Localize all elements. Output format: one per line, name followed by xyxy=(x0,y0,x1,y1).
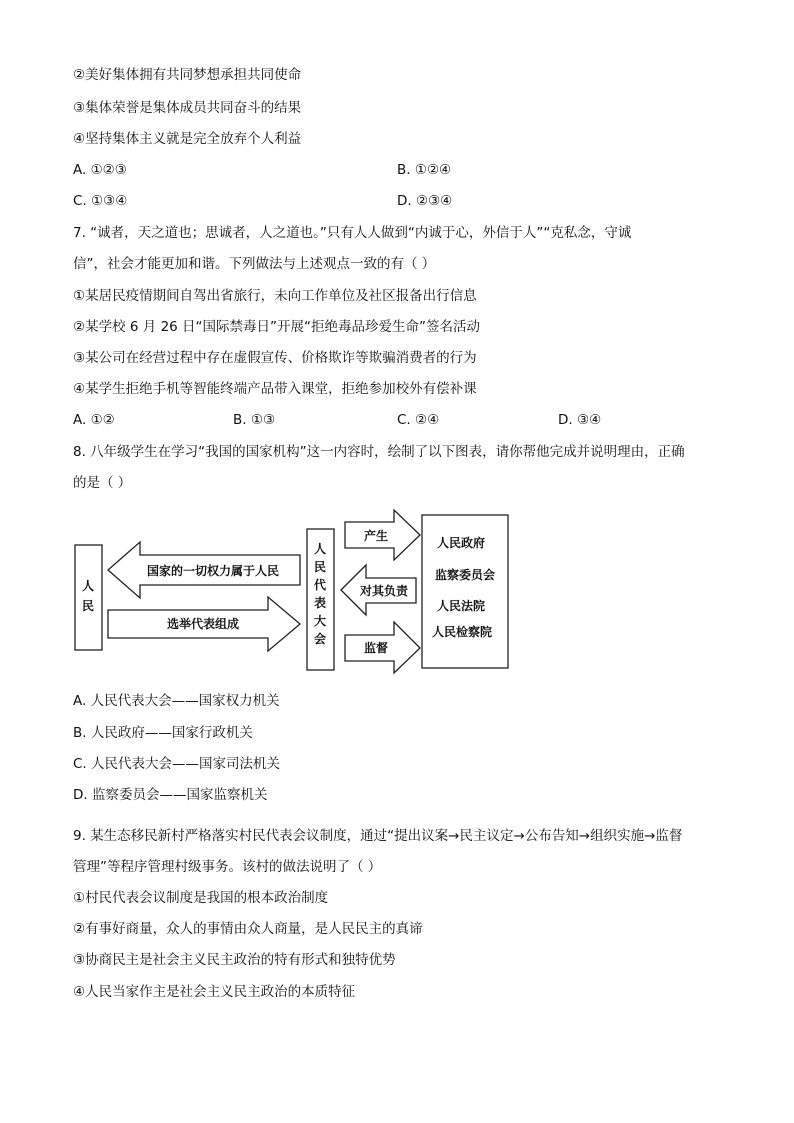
q8-option-a: A. 人民代表大会——国家权力机关 xyxy=(73,693,280,709)
produce-label: 产生 xyxy=(363,529,389,543)
q7-item-2: ②某学校 6 月 26 日“国际禁毒日”开展“拒绝毒品珍爱生命”签名活动 xyxy=(73,319,481,335)
organ-government: 人民政府 xyxy=(436,536,486,550)
q8-stem-line-1: 8. 八年级学生在学习“我国的国家机构”这一内容时，绘制了以下图表，请你帮他完成并说明理由，正确 xyxy=(73,444,685,460)
people-label-2: 民 xyxy=(81,599,95,613)
q9-item-3: ③协商民主是社会主义民主政治的特有形式和独特优势 xyxy=(73,952,396,968)
q8-option-b: B. 人民政府——国家行政机关 xyxy=(73,725,253,741)
q7-option-d: D. ③④ xyxy=(558,412,602,428)
congress-char-6: 会 xyxy=(313,632,327,646)
q6-option-a: A. ①②③ xyxy=(73,162,127,178)
q7-option-b: B. ①③ xyxy=(233,412,276,428)
q7-item-4: ④某学生拒绝手机等智能终端产品带入课堂，拒绝参加校外有偿补课 xyxy=(73,381,477,397)
q6-item-4: ④坚持集体主义就是完全放弃个人利益 xyxy=(73,131,302,147)
organ-court: 人民法院 xyxy=(436,599,486,613)
q8-option-d: D. 监察委员会——国家监察机关 xyxy=(73,787,268,803)
people-box xyxy=(75,545,102,650)
q7-stem-line-2: 信”，社会才能更加和谐。下列做法与上述观点一致的有（ ） xyxy=(73,256,436,272)
q9-stem-line-1: 9. 某生态移民新村严格落实村民代表会议制度，通过“提出议案→民主议定→公布告知→组织实施→监督 xyxy=(73,828,683,844)
q7-item-3: ③某公司在经营过程中存在虚假宣传、价格欺诈等欺骗消费者的行为 xyxy=(73,350,477,366)
responsible-label: 对其负责 xyxy=(359,584,409,598)
q9-stem-line-2: 管理”等程序管理村级事务。该村的做法说明了（ ） xyxy=(73,859,382,875)
organ-supervisory-commission: 监察委员会 xyxy=(434,568,496,582)
q8-stem-line-2: 的是（ ） xyxy=(73,475,132,491)
q6-option-b: B. ①②④ xyxy=(397,162,452,178)
q7-stem-line-1: 7. “诚者，天之道也；思诚者，人之道也。”只有人人做到“内诚于心，外信于人”“克私念，守诚 xyxy=(73,225,632,241)
congress-char-4: 表 xyxy=(313,596,327,610)
congress-char-2: 民 xyxy=(313,560,327,574)
elect-arrow-label: 选举代表组成 xyxy=(166,617,240,631)
q7-item-1: ①某居民疫情期间自驾出省旅行，未向工作单位及社区报备出行信息 xyxy=(73,288,477,304)
q6-option-d: D. ②③④ xyxy=(397,193,453,209)
people-label-1: 人 xyxy=(81,579,95,593)
q6-item-3: ③集体荣誉是集体成员共同奋斗的结果 xyxy=(73,100,302,116)
q8-option-c: C. 人民代表大会——国家司法机关 xyxy=(73,756,281,772)
q6-item-2: ②美好集体拥有共同梦想承担共同使命 xyxy=(73,67,302,83)
congress-char-3: 代 xyxy=(313,578,327,592)
congress-char-1: 人 xyxy=(313,542,327,556)
q6-option-c: C. ①③④ xyxy=(73,193,128,209)
q9-item-1: ①村民代表会议制度是我国的根本政治制度 xyxy=(73,890,329,906)
congress-char-5: 大 xyxy=(313,614,327,628)
q7-option-a: A. ①② xyxy=(73,412,115,428)
q7-option-c: C. ②④ xyxy=(397,412,440,428)
q9-item-4: ④人民当家作主是社会主义民主政治的本质特征 xyxy=(73,984,356,1000)
organ-procuratorate: 人民检察院 xyxy=(431,625,493,639)
supervise-label: 监督 xyxy=(363,641,389,655)
power-arrow-label: 国家的一切权力属于人民 xyxy=(146,564,280,578)
q9-item-2: ②有事好商量，众人的事情由众人商量，是人民民主的真谛 xyxy=(73,921,423,937)
